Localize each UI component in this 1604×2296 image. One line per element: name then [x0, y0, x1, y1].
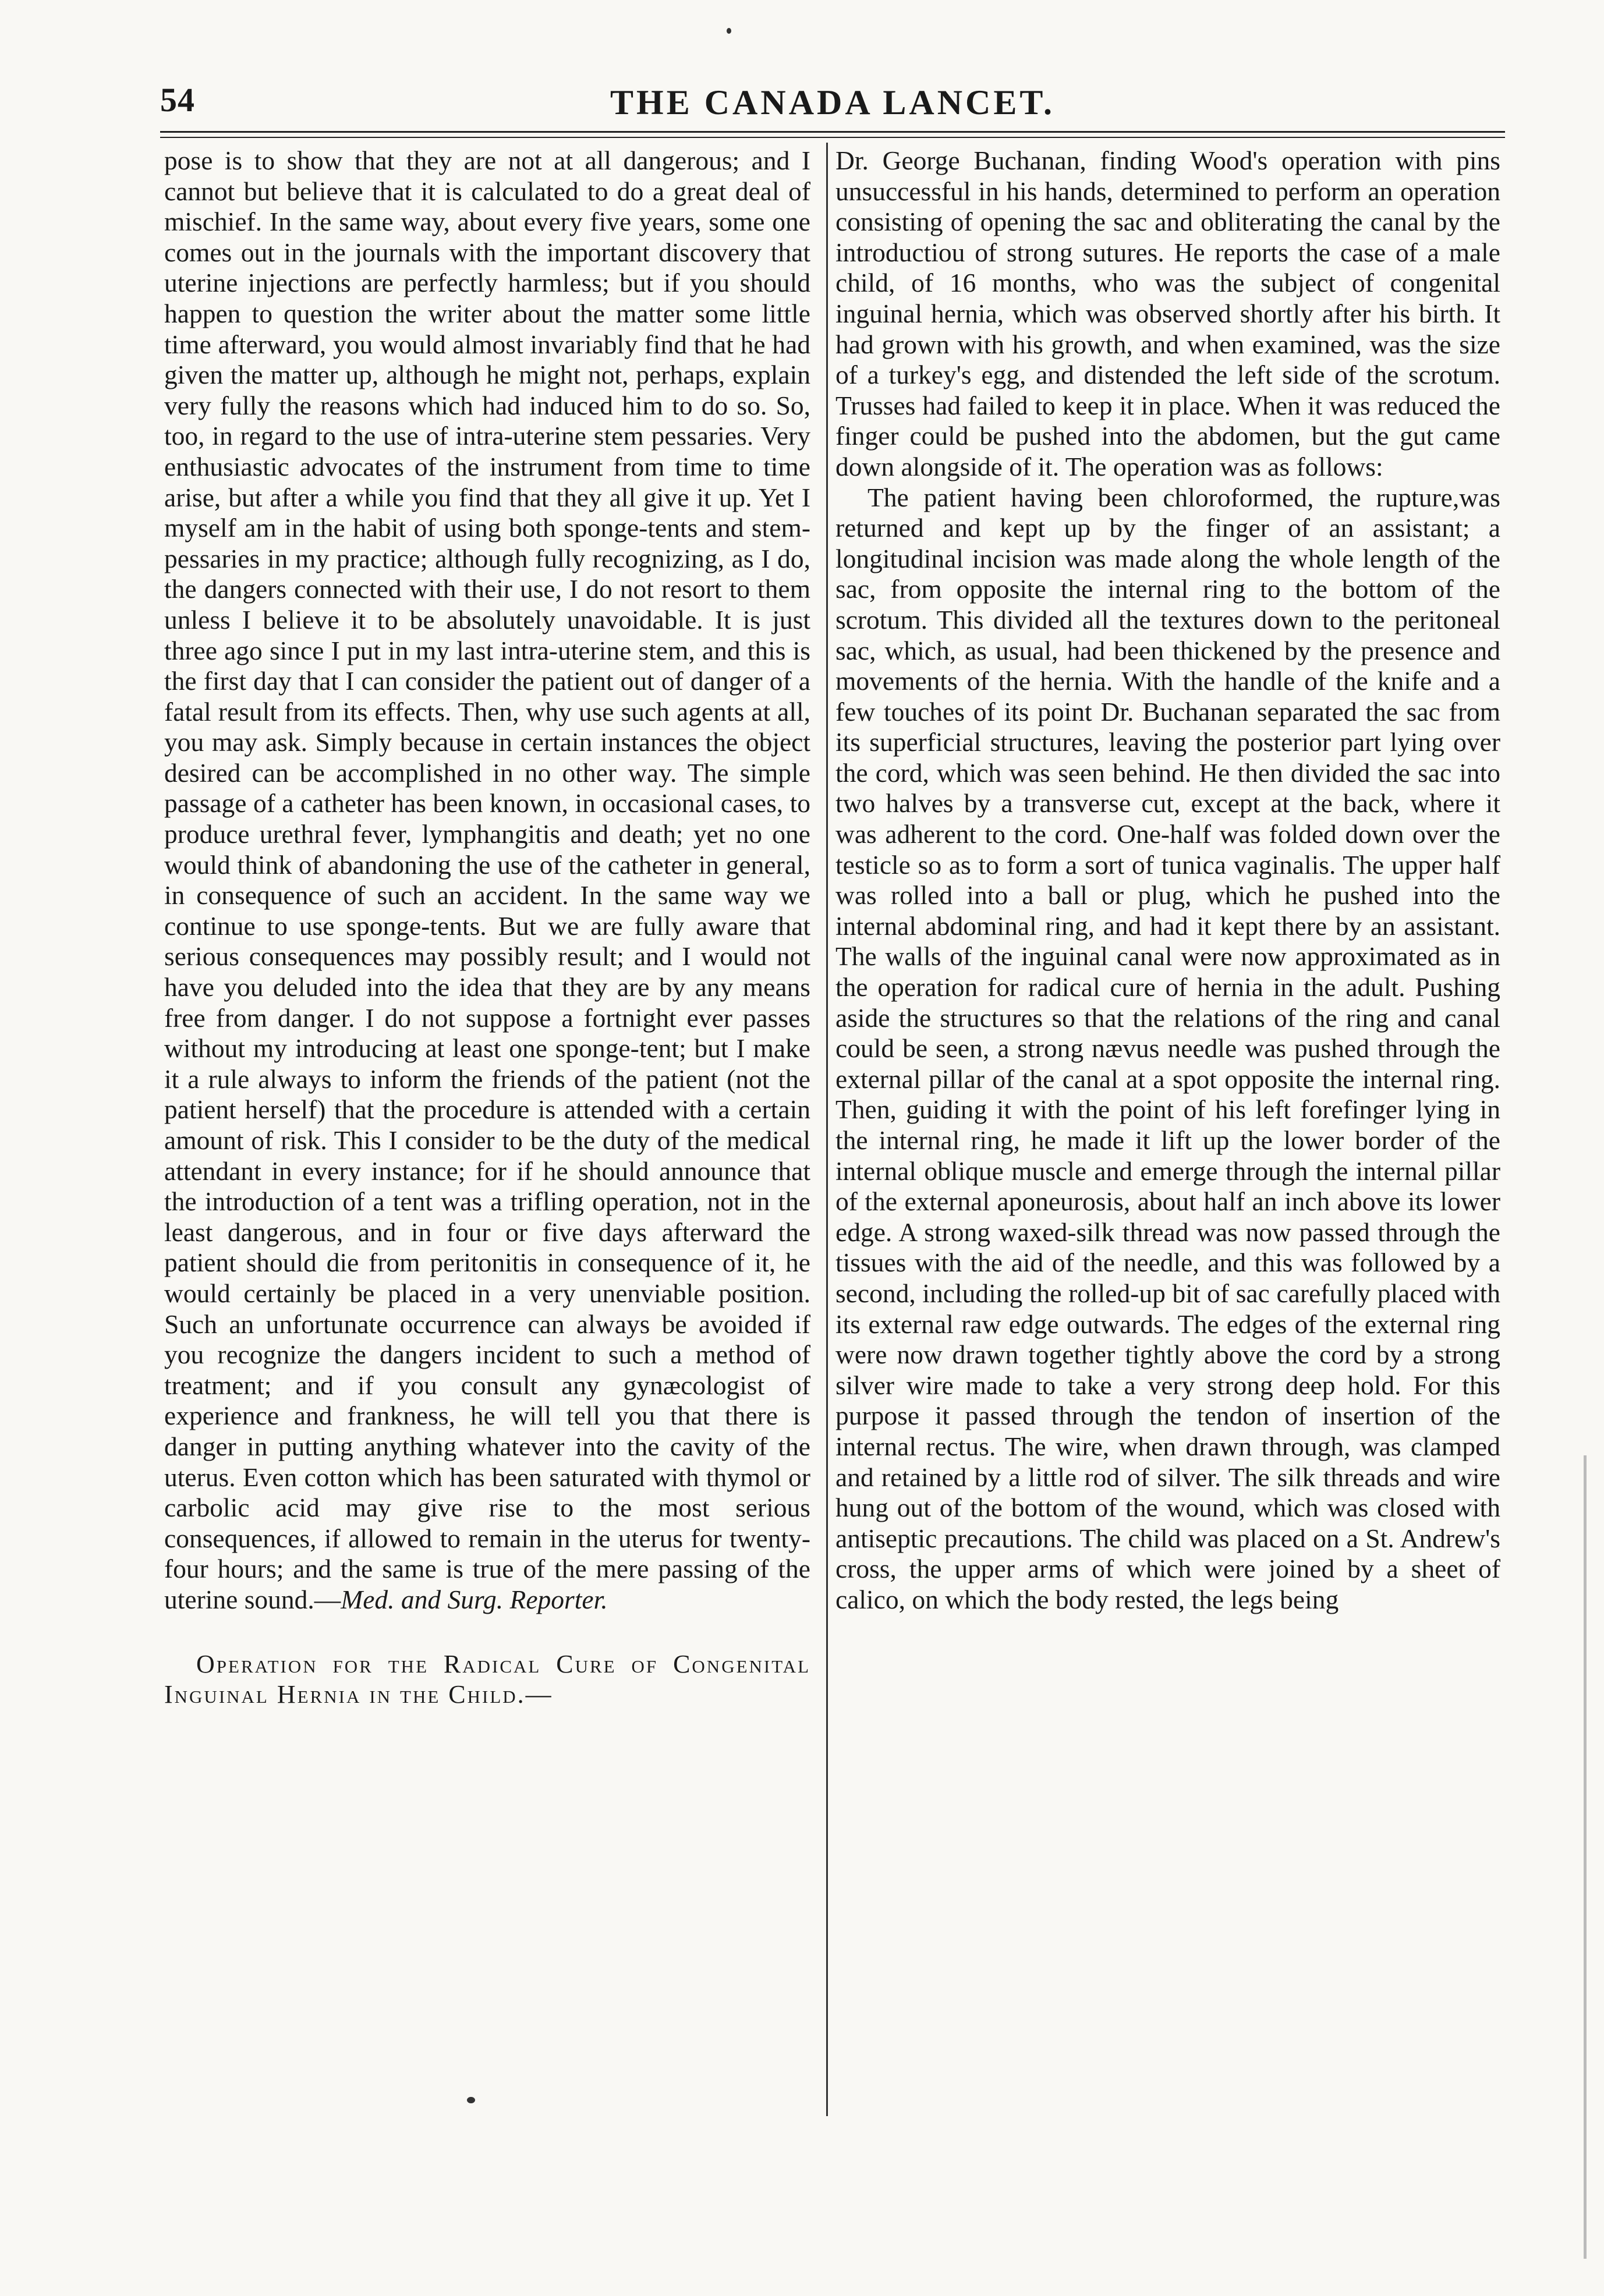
column-divider	[826, 143, 828, 2116]
ink-speck	[727, 28, 731, 34]
paragraph-procedure: The patient having been chloroformed, the rupture,was returned and kept up by the finger of an assistant; a longitudinal incision was made along the whole length of the sac, from opposite the internal ring to the bottom of the scrotum. This divided all the textures down to the peritoneal sac, which, as usual, had been thickened by the presence and movements of the hernia. With the handle of the knife and a few touches of its point Dr. Buchanan separated the sac from its superficial structures, leaving the posterior part lying over the cord, which was seen behind. He then divided the sac into two halves by a transverse cut, except at the back, where it was adherent to the cord. One-half was folded down over the testicle so as to form a sort of tunica vaginalis. The upper half was rolled into a ball or plug, which he pushed into the internal abdominal ring, and had it kept there by an assistant. The walls of the inguinal canal were now approximated as in the operation for radical cure of hernia in the adult. Pushing aside the structures so that the relations of the ring and canal could be seen, a strong nævus needle was pushed through the external pillar of the canal at a spot opposite the internal ring. Then, guiding it with the point of his left forefinger lying in the internal ring, he made it lift up the lower border of the internal oblique muscle and emerge through the internal pillar of the external aponeurosis, about half an inch above its lower edge. A strong waxed-silk thread was now passed through the tissues with the aid of the needle, and this was followed by a second, including the rolled-up bit of sac carefully placed with its external raw edge outwards. The edges of the external ring were now drawn together tightly above the cord by a strong silver wire made to take a very strong deep hold. For this purpose it passed through the tendon of insertion of the internal rectus. The wire, when drawn through, was clamped and retained by a little rod of silver. The silk threads and wire hung out of the bottom of the wound, which was closed with antiseptic precautions. The child was placed on a St. Andrew's cross, the upper arms of which were joined by a sheet of calico, on which the body rested, the legs being	[835, 482, 1500, 1614]
journal-title: THE CANADA LANCET.	[610, 83, 1055, 122]
right-column	[835, 146, 1500, 1615]
article-body: pose is to show that they are not at all dangerous; and I cannot but believe that it is calculated to do a great deal of mischief. In the same way, about every five years, some one comes out in the journals with the important discovery that uterine injections are perfectly harmless; but if you should happen to question the writer about the matter some little time afterward, you would almost invariably find that he had given the matter up, although he might not, perhaps, explain very fully the reasons which had induced him to do so. So, too, in regard to the use of intra-uterine stem pessaries. Very enthusiastic advocates of the instrument from time to time arise, but after a while you find that they all give it up. Yet I myself am in the habit of using both sponge-tents and stem-pessaries in my practice; although fully recognizing, as I do, the dangers connected with their use, I do not resort to them unless I believe it to be absolutely unavoidable. It is just three ago since I put in my last intra-uterine stem, and this is the first day that I can consider the patient out of danger of a fatal result from its effects. Then, why use such agents at all, you may ask. Simply because in certain instances the object desired can be accomplished in no other way. The simple passage of a catheter has been known, in occasional cases, to produce urethral fever, lymphangitis and death; yet no one would think of abandoning the use of the catheter in general, in consequence of such an accident. In the same way we continue to use sponge-tents. But we are fully aware that serious consequences may possibly result; and I would not have you deluded into the idea that they are by any means free from danger. I do not suppose a fortnight ever passes without my introducing at least one sponge-tent; but I make it a rule always to inform the friends of the patient (not the patient herself) that the procedure is attended with a certain amount of risk. This I consider to be the duty of the medical attendant in every instance; for if he should announce that the introduction of a tent was a trifling operation, not in the least dangerous, and in four or five days afterward the patient should die from peritonitis in consequence of it, he would certainly be placed in a very unenviable position. Such an unfortunate occurrence can always be avoided if you recognize the dangers incident to such a method of treatment; and if you consult any gynæcologist of experience and frankness, he will tell you that there is danger in putting anything whatever into the cavity of the uterus. Even cotton which has been saturated with thymol or carbolic acid may give rise to the most serious consequences, if allowed to remain in the uterus for twenty-four hours; and the same is true of the mere passing of the uterine sound.—	[164, 146, 810, 1614]
article-heading: Operation for the Radical Cure of Congenital Inguinal Hernia in the Child.—	[164, 1649, 810, 1709]
left-column	[164, 146, 810, 1710]
header-rule-thin	[160, 137, 1505, 138]
page-number: 54	[160, 81, 195, 119]
paragraph-intro: Dr. George Buchanan, finding Wood's operation with pins unsuccessful in his hands, determined to perform an operation consisting of opening the sac and obliterating the canal by the introductiou of strong sutures. He reports the case of a male child, of 16 months, who was the subject of congenital inguinal hernia, which was observed shortly after his birth. It had grown with his growth, and when examined, was the size of a turkey's egg, and distended the left side of the scrotum. Trusses had failed to keep it in place. When it was reduced the finger could be pushed into the abdomen, but the gut came down alongside of it. The operation was as follows:	[835, 146, 1500, 481]
source-citation: Med. and Surg. Reporter.	[341, 1584, 608, 1614]
page-header	[160, 76, 1505, 129]
header-rule	[160, 131, 1505, 133]
page-edge-shadow	[1584, 1455, 1587, 2259]
ink-speck-bottom	[467, 2097, 475, 2103]
left-column-text	[164, 146, 810, 1615]
